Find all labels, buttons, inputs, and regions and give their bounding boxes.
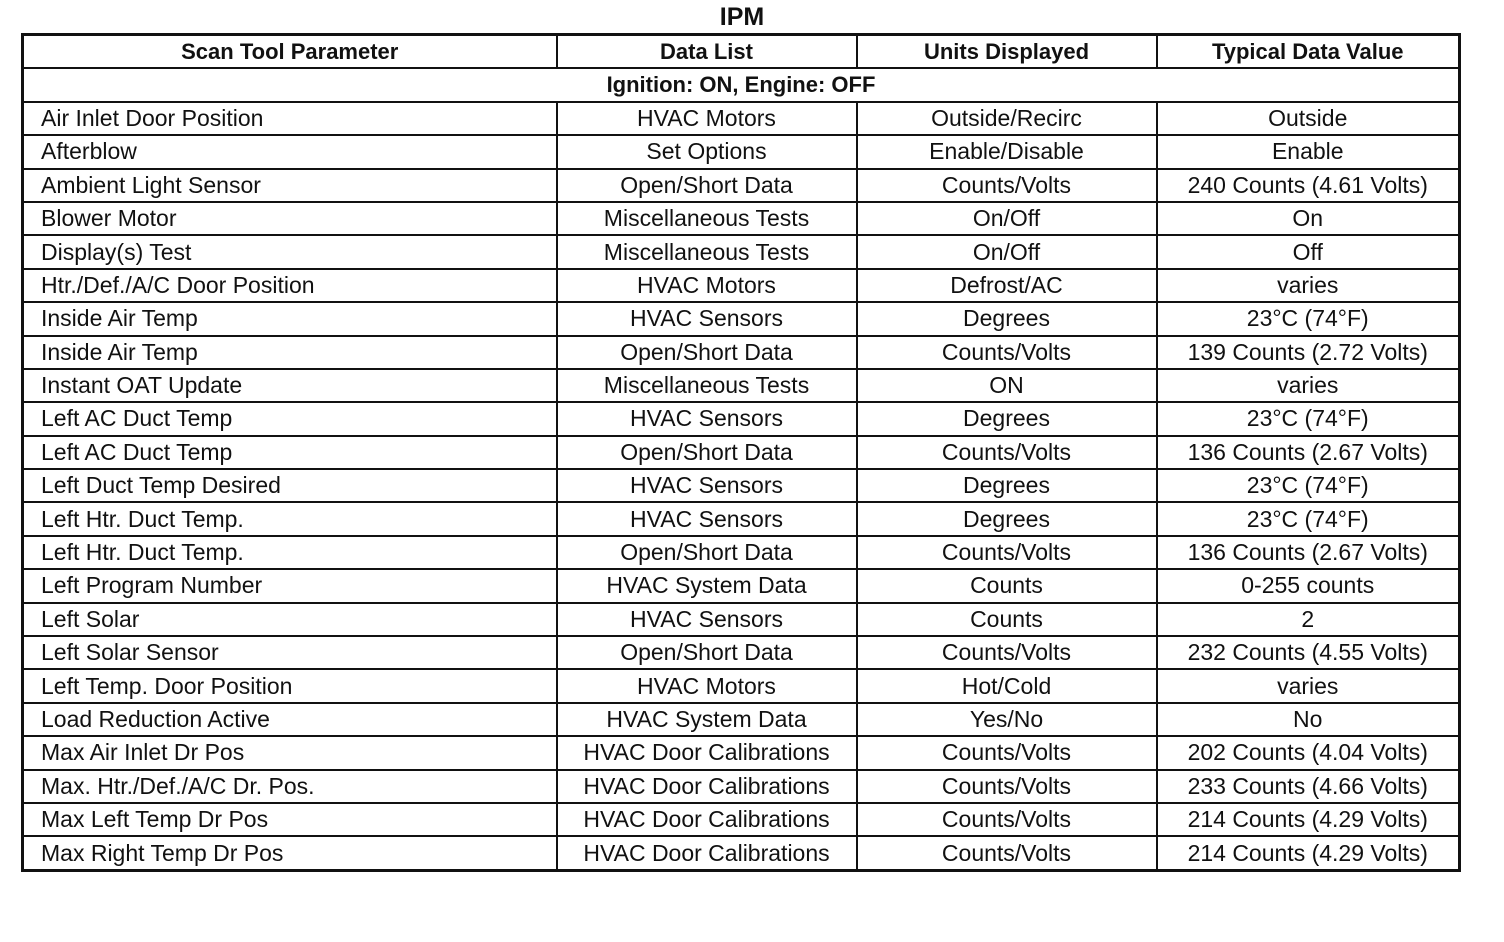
cell-data-list: HVAC Sensors: [557, 502, 857, 535]
cell-data-list: HVAC Sensors: [557, 469, 857, 502]
cell-data-list: HVAC Sensors: [557, 302, 857, 335]
cell-units: Counts/Volts: [857, 803, 1157, 836]
cell-units: Degrees: [857, 302, 1157, 335]
table-row: [23, 736, 1460, 769]
table-row: [23, 436, 1460, 469]
cell-parameter: Max Air Inlet Dr Pos: [23, 736, 557, 769]
cell-data-list: Miscellaneous Tests: [557, 235, 857, 268]
cell-data-list: Open/Short Data: [557, 336, 857, 369]
cell-units: Counts/Volts: [857, 736, 1157, 769]
table-row: [23, 302, 1460, 335]
cell-parameter: Load Reduction Active: [23, 703, 557, 736]
cell-units: Counts/Volts: [857, 169, 1157, 202]
cell-units: Counts/Volts: [857, 336, 1157, 369]
table-row: [23, 636, 1460, 669]
cell-parameter: Instant OAT Update: [23, 369, 557, 402]
cell-units: Yes/No: [857, 703, 1157, 736]
cell-typical-value: On: [1157, 202, 1460, 235]
cell-units: Hot/Cold: [857, 669, 1157, 702]
cell-data-list: HVAC Sensors: [557, 603, 857, 636]
table-row: [23, 402, 1460, 435]
cell-parameter: Inside Air Temp: [23, 302, 557, 335]
cell-typical-value: 23°C (74°F): [1157, 469, 1460, 502]
cell-units: Counts/Volts: [857, 636, 1157, 669]
table-row: [23, 235, 1460, 268]
table-row: [23, 669, 1460, 702]
cell-units: Counts: [857, 569, 1157, 602]
table-row: [23, 536, 1460, 569]
cell-data-list: HVAC Motors: [557, 102, 857, 135]
cell-parameter: Ambient Light Sensor: [23, 169, 557, 202]
cell-units: On/Off: [857, 235, 1157, 268]
cell-parameter: Afterblow: [23, 135, 557, 168]
cell-typical-value: 240 Counts (4.61 Volts): [1157, 169, 1460, 202]
section-label: Ignition: ON, Engine: OFF: [23, 68, 1460, 101]
cell-typical-value: 23°C (74°F): [1157, 502, 1460, 535]
header-row: [23, 35, 1460, 69]
cell-data-list: HVAC Door Calibrations: [557, 736, 857, 769]
cell-units: ON: [857, 369, 1157, 402]
cell-typical-value: 202 Counts (4.04 Volts): [1157, 736, 1460, 769]
cell-parameter: Left Solar: [23, 603, 557, 636]
cell-data-list: Open/Short Data: [557, 436, 857, 469]
cell-typical-value: 214 Counts (4.29 Volts): [1157, 803, 1460, 836]
cell-data-list: HVAC Motors: [557, 269, 857, 302]
cell-units: Defrost/AC: [857, 269, 1157, 302]
cell-parameter: Max. Htr./Def./A/C Dr. Pos.: [23, 770, 557, 803]
cell-parameter: Left Temp. Door Position: [23, 669, 557, 702]
cell-data-list: HVAC System Data: [557, 703, 857, 736]
cell-parameter: Left AC Duct Temp: [23, 436, 557, 469]
cell-parameter: Inside Air Temp: [23, 336, 557, 369]
cell-parameter: Left Htr. Duct Temp.: [23, 502, 557, 535]
cell-parameter: Air Inlet Door Position: [23, 102, 557, 135]
cell-units: Enable/Disable: [857, 135, 1157, 168]
cell-parameter: Max Right Temp Dr Pos: [23, 836, 557, 870]
table-row: [23, 269, 1460, 302]
header-data-list: Data List: [557, 35, 857, 69]
cell-typical-value: Outside: [1157, 102, 1460, 135]
cell-typical-value: 136 Counts (2.67 Volts): [1157, 436, 1460, 469]
cell-data-list: HVAC Motors: [557, 669, 857, 702]
table-row: [23, 369, 1460, 402]
cell-typical-value: 214 Counts (4.29 Volts): [1157, 836, 1460, 870]
header-scan-tool-parameter: Scan Tool Parameter: [23, 35, 557, 69]
cell-typical-value: Enable: [1157, 135, 1460, 168]
section-row: [23, 68, 1460, 101]
cell-parameter: Htr./Def./A/C Door Position: [23, 269, 557, 302]
cell-data-list: Miscellaneous Tests: [557, 369, 857, 402]
cell-typical-value: 2: [1157, 603, 1460, 636]
cell-parameter: Blower Motor: [23, 202, 557, 235]
cell-parameter: Left Duct Temp Desired: [23, 469, 557, 502]
cell-parameter: Left Program Number: [23, 569, 557, 602]
table-title: IPM: [719, 3, 765, 31]
cell-units: On/Off: [857, 202, 1157, 235]
cell-units: Outside/Recirc: [857, 102, 1157, 135]
cell-typical-value: No: [1157, 703, 1460, 736]
cell-units: Degrees: [857, 402, 1157, 435]
cell-typical-value: 233 Counts (4.66 Volts): [1157, 770, 1460, 803]
cell-units: Counts/Volts: [857, 836, 1157, 870]
cell-typical-value: 136 Counts (2.67 Volts): [1157, 536, 1460, 569]
table-row: [23, 836, 1460, 870]
cell-parameter: Max Left Temp Dr Pos: [23, 803, 557, 836]
table-row: [23, 135, 1460, 168]
table-row: [23, 703, 1460, 736]
cell-data-list: Open/Short Data: [557, 636, 857, 669]
cell-typical-value: 23°C (74°F): [1157, 402, 1460, 435]
cell-parameter: Display(s) Test: [23, 235, 557, 268]
cell-parameter: Left Htr. Duct Temp.: [23, 536, 557, 569]
table-row: [23, 169, 1460, 202]
cell-units: Counts/Volts: [857, 770, 1157, 803]
table-row: [23, 569, 1460, 602]
table-row: [23, 102, 1460, 135]
cell-data-list: HVAC Door Calibrations: [557, 803, 857, 836]
cell-parameter: Left AC Duct Temp: [23, 402, 557, 435]
cell-typical-value: varies: [1157, 369, 1460, 402]
cell-typical-value: 23°C (74°F): [1157, 302, 1460, 335]
cell-typical-value: 232 Counts (4.55 Volts): [1157, 636, 1460, 669]
cell-typical-value: Off: [1157, 235, 1460, 268]
table-row: [23, 502, 1460, 535]
table-row: [23, 603, 1460, 636]
cell-typical-value: 139 Counts (2.72 Volts): [1157, 336, 1460, 369]
cell-data-list: Set Options: [557, 135, 857, 168]
table-row: [23, 469, 1460, 502]
cell-typical-value: varies: [1157, 669, 1460, 702]
table-row: [23, 803, 1460, 836]
cell-typical-value: varies: [1157, 269, 1460, 302]
table-row: [23, 336, 1460, 369]
ipm-data-table: [21, 33, 1461, 872]
cell-data-list: Open/Short Data: [557, 169, 857, 202]
cell-data-list: HVAC Sensors: [557, 402, 857, 435]
cell-data-list: HVAC System Data: [557, 569, 857, 602]
table-row: [23, 202, 1460, 235]
table-row: [23, 770, 1460, 803]
cell-data-list: Open/Short Data: [557, 536, 857, 569]
cell-data-list: Miscellaneous Tests: [557, 202, 857, 235]
header-typical-data-value: Typical Data Value: [1157, 35, 1460, 69]
cell-units: Counts: [857, 603, 1157, 636]
cell-units: Counts/Volts: [857, 436, 1157, 469]
cell-units: Degrees: [857, 502, 1157, 535]
cell-data-list: HVAC Door Calibrations: [557, 770, 857, 803]
cell-typical-value: 0-255 counts: [1157, 569, 1460, 602]
cell-units: Counts/Volts: [857, 536, 1157, 569]
header-units-displayed: Units Displayed: [857, 35, 1157, 69]
cell-units: Degrees: [857, 469, 1157, 502]
cell-parameter: Left Solar Sensor: [23, 636, 557, 669]
cell-data-list: HVAC Door Calibrations: [557, 836, 857, 870]
